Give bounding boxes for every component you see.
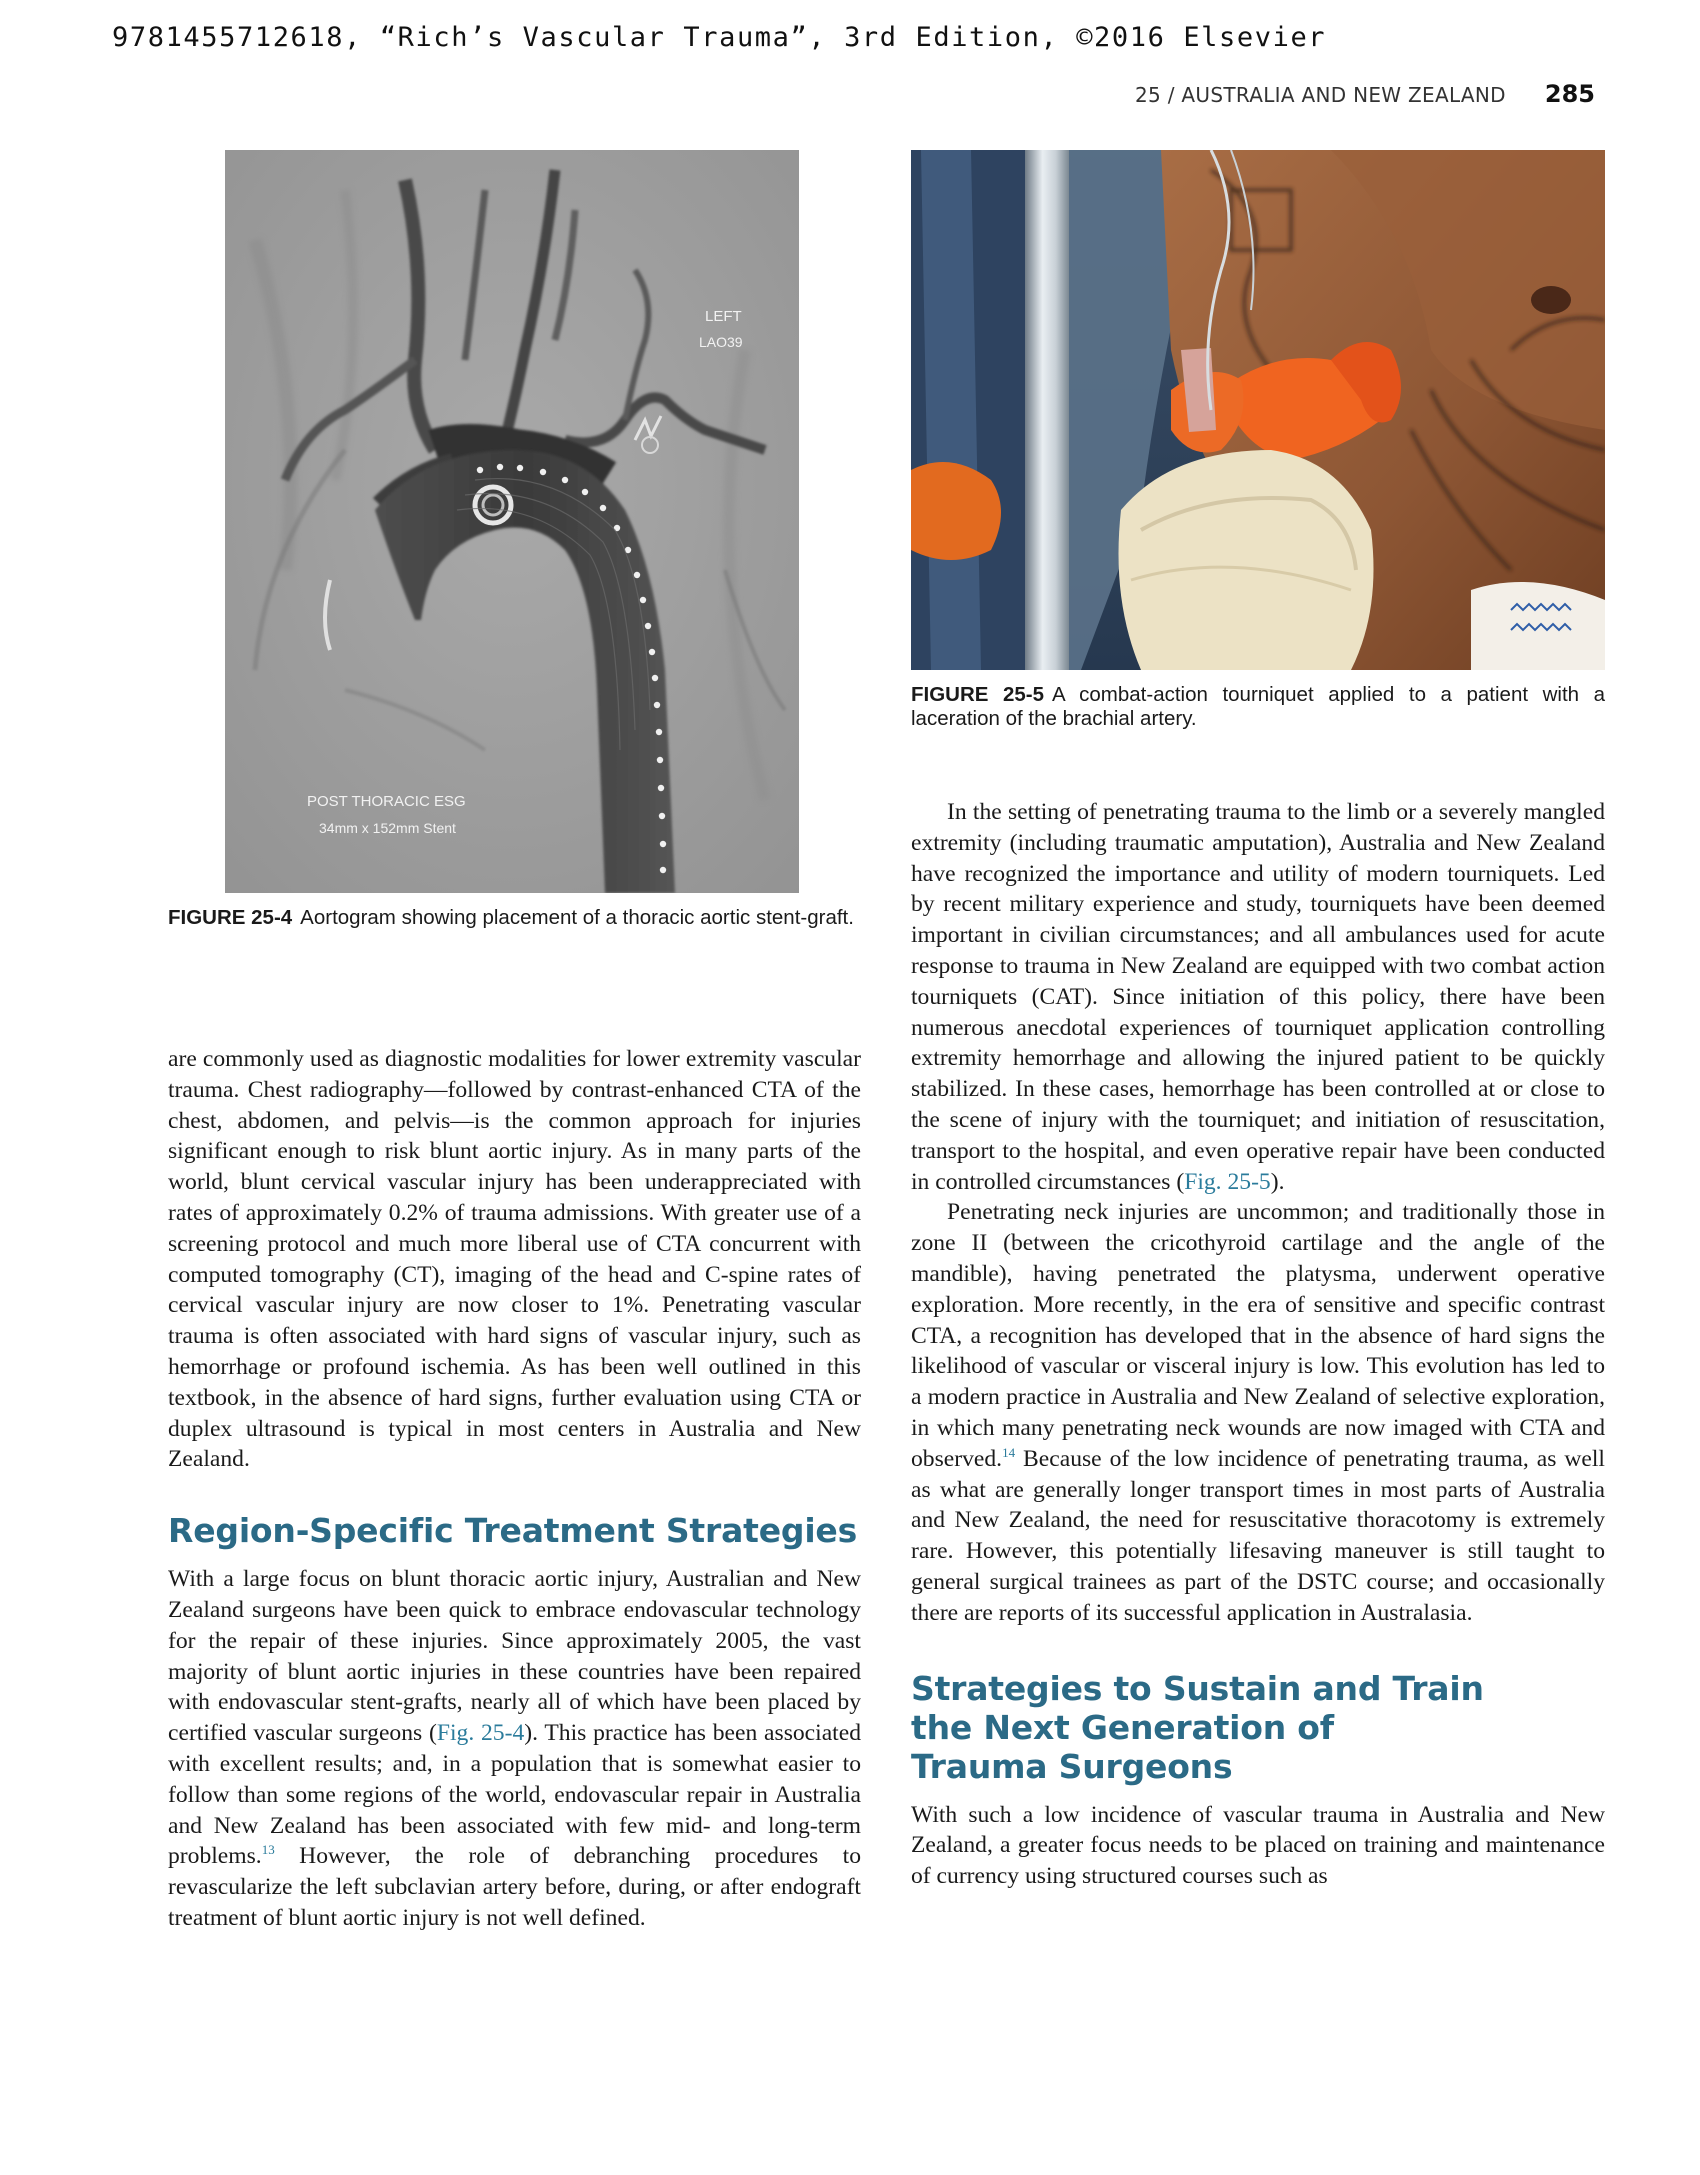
figure-5-caption-label: FIGURE 25-5 [911, 683, 1045, 706]
section-heading-strategies-line-1: Strategies to Sustain and Train [911, 1668, 1484, 1708]
figure-aortogram-image [225, 150, 799, 893]
figure-5-caption-text: A combat-action tourniquet applied to a patient with a laceration of the brachial artery. [911, 683, 1606, 730]
figure-4-overlay-label-bottom-2: 34mm x 152mm Stent [319, 820, 456, 836]
right-paragraph-neck-part-2: Because of the low incidence of penetrating trauma, as well as what are generally longer transport times in most parts of Australia and New Zealand, the need for resuscitative thoracotomy is extremely rare. However, this potentially lifesaving maneuver is still taught to general surgical trainees as part of the DSTC course; and occasionally there are reports of its successful application in Australasia. [911, 1445, 1605, 1626]
section-heading-strategies [911, 1669, 1605, 1786]
right-paragraph-tourniquets [911, 797, 1605, 1197]
section-heading-strategies-line-3: Trauma Surgeons [911, 1746, 1233, 1786]
figure-4-caption-label: FIGURE 25-4 [168, 906, 293, 929]
aortogram-svg [225, 150, 799, 893]
left-paragraph-treatment [168, 1564, 861, 1934]
figure-4-caption [168, 906, 861, 930]
right-paragraph-neck-part-1: Penetrating neck injuries are uncommon; and traditionally those in zone II (between the cricothyroid cartilage and the angle of the mandible), having penetrated the platysma, underwent operative exploration. More recently, in the era of sensitive and specific contrast CTA, a recognition has developed that in the absence of hard signs the likelihood of vascular or visceral injury is low. This evolution has led to a modern practice in Australia and New Zealand of selective exploration, in which many penetrating neck wounds are now imaged with CTA and observed. [911, 1199, 1605, 1472]
figure-5-caption [911, 683, 1605, 731]
figure-tourniquet-photo [911, 150, 1605, 670]
right-paragraph-tourniquets-part-2: ). [1270, 1168, 1285, 1195]
right-paragraph-training: With such a low incidence of vascular trauma in Australia and New Zealand, a greater focus needs to be placed on training and maintenance of currency using structured courses such as [911, 1801, 1605, 1890]
right-paragraph-neck-injuries [911, 1197, 1605, 1628]
chapter-running-title: 25 / AUSTRALIA AND NEW ZEALAND [1135, 83, 1506, 107]
figure-25-5-link[interactable]: Fig. 25-5 [1184, 1168, 1271, 1195]
section-heading-region-specific: Region-Specific Treatment Strategies [168, 1511, 858, 1551]
figure-25-4-link[interactable]: Fig. 25-4 [436, 1720, 525, 1747]
left-paragraph-treatment-part-2: ). This practice has been associated with excellent results; and, in a population that is somewhat easier to follow than some regions of the world, endovascular repair in Australia and New Zealand has been associated with few mid- and long-term problems. [168, 1720, 861, 1870]
left-text-column [168, 1044, 861, 1934]
reference-14-link[interactable]: 14 [1002, 1444, 1016, 1460]
left-paragraph-diagnostics: are commonly used as diagnostic modalities for lower extremity vascular trauma. Chest radiography—followed by contrast-enhanced CTA of the chest, abdomen, and pelvis—is the common approach for injuries significant enough to risk blunt aortic injury. As in many parts of the world, blunt cervical vascular injury has been underappreciated with rates of approximately 0.2% of trauma admissions. With greater use of a screening protocol and much more liberal use of CTA concurrent with computed tomography (CT), imaging of the head and C-spine rates of cervical vascular injury are now closer to 1%. Penetrating vascular trauma is often associated with hard signs of vascular injury, such as hemorrhage or profound ischemia. As has been well outlined in this textbook, in the absence of hard signs, further evaluation using CTA or duplex ultrasound is typical in most centers in Australia and New Zealand. [168, 1046, 861, 1473]
reference-13-link[interactable]: 13 [261, 1842, 275, 1858]
copyright-header: 9781455712618, “Rich’s Vascular Trauma”, 3rd Edition, ©2016 Elsevier [112, 22, 1327, 53]
right-paragraph-tourniquets-part-1: In the setting of penetrating trauma to the limb or a severely mangled extremity (including traumatic amputation), Australia and New Zealand have recognized the importance and utility of modern tourniquets. Led by recent military experience and study, tourniquets have been deemed important in civilian circumstances; and all ambulances used for acute response to trauma in New Zealand are equipped with two combat action tourniquets (CAT). Since initiation of this policy, there have been numerous anecdotal experiences of tourniquet application controlling extremity hemorrhage and allowing the injured patient to be quickly stabilized. In these cases, hemorrhage has been controlled at or close to the scene of injury with the tourniquet; and initiation of resuscitation, transport to the hospital, and even operative repair have been conducted in controlled circumstances ( [911, 799, 1605, 1195]
left-paragraph-treatment-part-3: However, the role of debranching procedures to revascularize the left subclavian artery before, during, or after endograft treatment of blunt aortic injury is not well defined. [168, 1843, 861, 1931]
figure-4-overlay-label-bottom-1: POST THORACIC ESG [307, 793, 466, 810]
page-number: 285 [1544, 80, 1595, 108]
figure-4-caption-text: Aortogram showing placement of a thoracic aortic stent-graft. [300, 906, 854, 929]
running-head [895, 80, 1595, 108]
section-heading-strategies-line-2: the Next Generation of [911, 1707, 1334, 1747]
left-paragraph-treatment-part-1: With a large focus on blunt thoracic aortic injury, Australian and New Zealand surgeons have been quick to embrace endovascular technology for the repair of these injuries. Since approximately 2005, the vast majority of blunt aortic injuries in these countries have been repaired with endovascular stent-grafts, nearly all of which have been placed by certified vascular surgeons ( [168, 1566, 861, 1747]
figure-4-overlay-label-top-1: LEFT [705, 308, 742, 325]
figure-4-overlay-label-top-2: LAO39 [699, 334, 743, 350]
tourniquet-photo-svg [911, 150, 1605, 670]
right-text-column [911, 797, 1605, 1892]
